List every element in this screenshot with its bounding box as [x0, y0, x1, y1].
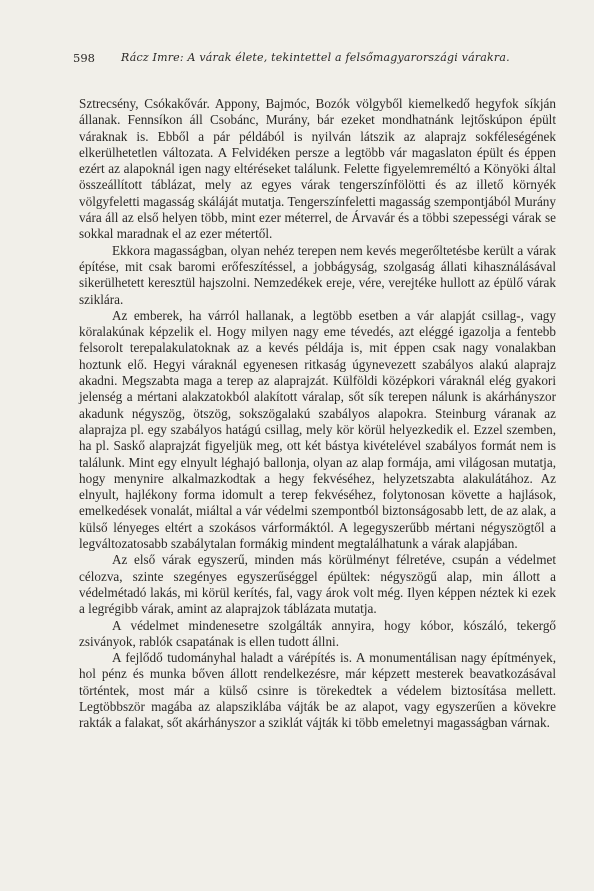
running-title: Rácz Imre: A várak élete, tekintettel a felsőmagyarországi várakra.: [121, 51, 510, 64]
body-text: [79, 96, 556, 732]
paragraph-6: A fejlődő tudományhal haladt a várépítés is. A monumentálisan nagy építmények, hol pénz és munka bőven állott rendelkezésre, már képzett mesterek beavatkozásával történtek, most már a külső csinre is törekedtek a védelem biztosítása mellett. Legtöbbször magába az alapsziklába vájták be az alapot, vagy egyszerűen a kövekre rakták a falakat, sőt akárhányszor a sziklát vájták ki több emeletnyi magasságban várnak.: [79, 650, 556, 731]
paragraph-2: Ekkora magasságban, olyan nehéz terepen nem kevés megerőltetésbe került a várak építése, mit csak baromi erőfeszítéssel, a jobbágyság, szolgaság állati kihasználásával sikerülhetett keresztül hajszolni. Nemzedékek ereje, vére, verejtéke hullott az épülő várak sziklára.: [79, 242, 556, 307]
page-number: 598: [73, 51, 95, 65]
running-header: [73, 51, 553, 71]
paragraph-1: Sztrecsény, Csókakővár. Appony, Bajmóc, Bozók völgyből kiemelkedő hegyfok síkján állanak. Fennsíkon áll Csobánc, Murány, bár ezeket mondhatnánk lejtőskúpon épült váraknak is. Ebből a pár példából is nyilván látszik az alaprajz sokféleségének elkerülhetetlen változata. A Felvidéken persze a legtöbb vár magaslaton épült és éppen ezért az alapoknál igen nagy eltéréseket találunk. Felette figyelemreméltó a Könyöki által összeállított táblázat, mely az egyes várak tengerszínfölötti és az illető környék völgyfeletti magasság skáláját mutatja. Tengerszínfeletti magasság szempontjából Murány vára áll az első helyen több, mint ezer méterrel, de Árvavár és a többi szepességi várak se sokkal maradnak el az ezer métertől.: [79, 96, 556, 242]
paragraph-3: Az emberek, ha várról hallanak, a legtöbb esetben a vár alapját csillag-, vagy köralakúnak képzelik el. Hogy milyen nagy eme tévedés, azt eléggé igazolja a fentebb felsorolt terepalakulatoknak az a kevés példája is, mit éppen csak nagy vonalakban hoztunk elő. Hegyi váraknál egyenesen ritkaság úgynevezett szabályos alakú alaprajz akadni. Megszabta maga a terep az alaprajzát. Külföldi középkori váraknál elég gyakori jelenség a mértani alakzatokból alakított váralap, sőt sík terepen nálunk is akárhányszor akadunk négyszög, ötszög, sokszögalakú szabályos alapokra. Steinburg váranak az alaprajza pl. egy szabályos hatágú csillag, mely kör körül helyezkedik el. Ezzel szemben, ha pl. Saskő alaprajzát figyeljük meg, ott két bástya kivételével szabályos formát nem is találunk. Mint egy elnyult léghajó ballonja, olyan az alap formája, ami világosan mutatja, hogy menynire alkalmazkodtak a hegy fekvéséhez, helyzetszabta alakulátához. Az elnyult, hajlékony forma idomult a terep fekvéséhez, folytonosan követte a hajlások, emelkedések vonalát, miáltal a vár védelmi szempontból biztonságosabb lett, de az alak, a külső lényeges eltért a szokásos várformáktól. A legegyszerűbb mértani négyszögtől a legváltozatosabb szabálytalan formákig mindent megtalálhatunk a várak alapjában.: [79, 307, 556, 552]
paragraph-4: Az első várak egyszerű, minden más körülményt félretéve, csupán a védelmet célozva, szinte szegényes egyszerűséggel épültek: négyszögű alap, min állott a védelmétadó lakás, mi körül kerítés, fal, vagy árok volt még. Ilyen képpen néztek ki ezek a legrégibb várak, amint az alaprajzok táblázata mutatja.: [79, 552, 556, 617]
paragraph-5: A védelmet mindenesetre szolgálták annyira, hogy kóbor, kószáló, tekergő zsiványok, rablók csapatának is ellen tudott állni.: [79, 617, 556, 649]
